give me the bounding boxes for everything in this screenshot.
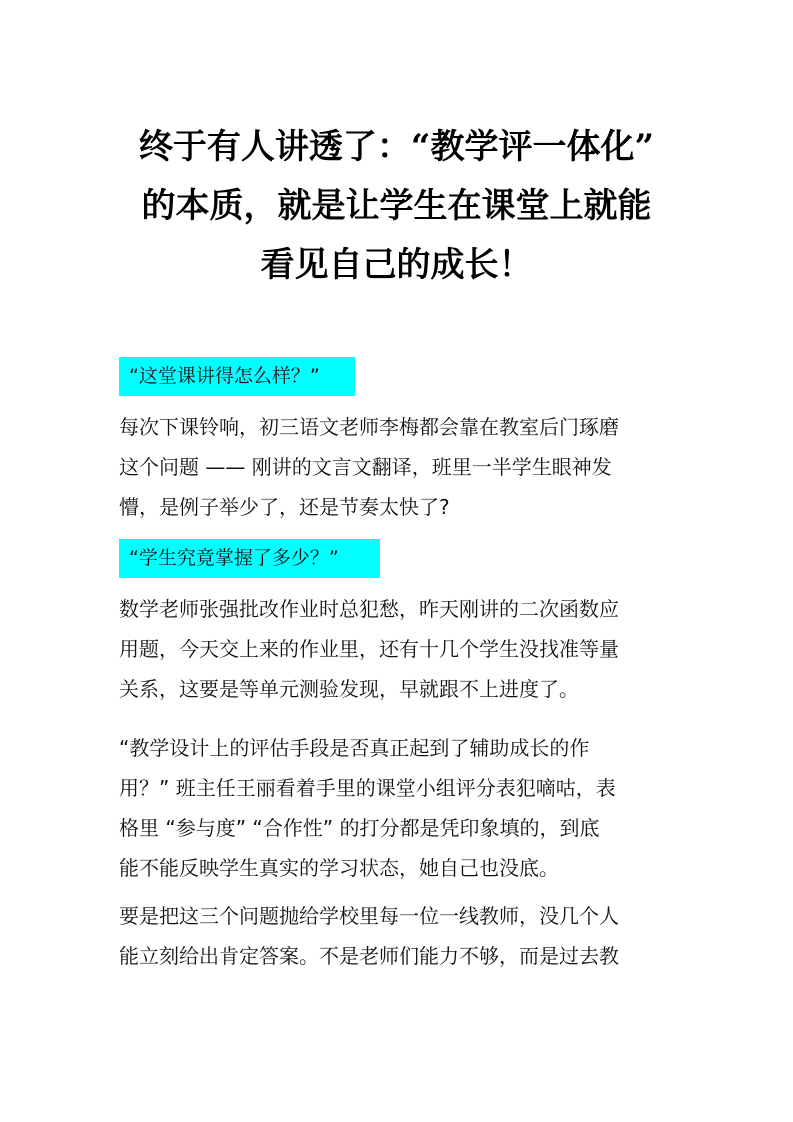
paragraph-zhang-qiang <box>119 589 679 709</box>
paragraph-conclusion <box>119 896 679 976</box>
paragraph-line: 用？” 班主任王丽看着手里的课堂小组评分表犯嘀咕，表 <box>119 776 616 800</box>
paragraph-line: 这个问题 —— 刚讲的文言文翻译，班里一半学生眼神发 <box>119 455 612 479</box>
paragraph-line: 懵，是例子举少了，还是节奏太快了? <box>119 495 450 519</box>
paragraph-line: 能不能反映学生真实的学习状态，她自己也没底。 <box>119 856 559 880</box>
paragraph-line: 关系，这要是等单元测验发现，早就跟不上进度了。 <box>119 677 579 701</box>
highlighted-question-1: “这堂课讲得怎么样？” <box>119 357 355 396</box>
title-line-1: 终于有人讲透了：“教学评一体化” <box>138 127 655 167</box>
paragraph-line: 数学老师张强批改作业时总犯愁，昨天刚讲的二次函数应 <box>119 597 619 621</box>
paragraph-line: 能立刻给出肯定答案。不是老师们能力不够，而是过去教 <box>119 944 619 968</box>
paragraph-line: 用题，今天交上来的作业里，还有十几个学生没找准等量 <box>119 637 619 661</box>
article-title <box>100 118 693 295</box>
paragraph-line: 格里 “参与度” “合作性” 的打分都是凭印象填的，到底 <box>119 816 600 840</box>
title-line-2: 的本质，就是让学生在课堂上就能 <box>141 186 652 226</box>
paragraph-line: 每次下课铃响，初三语文老师李梅都会靠在教室后门琢磨 <box>119 415 619 439</box>
paragraph-li-mei <box>119 407 679 527</box>
title-line-3: 看见自己的成长！ <box>260 245 533 285</box>
paragraph-wang-li <box>119 728 679 888</box>
highlighted-question-2: “学生究竟掌握了多少？” <box>119 539 380 578</box>
paragraph-line: “教学设计上的评估手段是否真正起到了辅助成长的作 <box>119 736 590 760</box>
paragraph-line: 要是把这三个问题抛给学校里每一位一线教师，没几个人 <box>119 904 619 928</box>
